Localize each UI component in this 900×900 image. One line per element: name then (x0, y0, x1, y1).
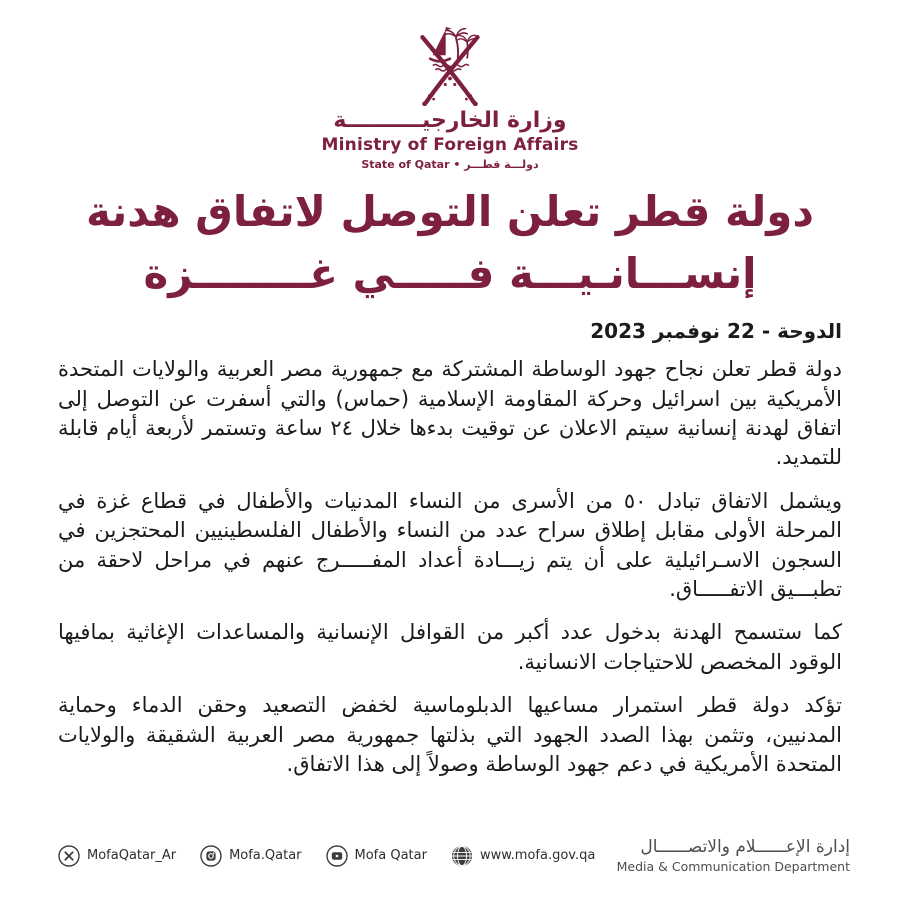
instagram-icon (200, 845, 222, 867)
social-x-label: MofaQatar_Ar (87, 848, 177, 863)
social-youtube-handle[interactable] (326, 845, 427, 867)
x-icon (58, 845, 80, 867)
qatar-mofa-emblem-icon (402, 20, 498, 106)
headline-line-2: إنســـانـيـــة فـــــي غــــــــزة (143, 249, 757, 299)
globe-icon (451, 845, 473, 867)
headline-line-1: دولة قطر تعلن التوصل لاتفاق هدنة (86, 187, 814, 236)
headline (60, 181, 840, 305)
social-instagram-label: Mofa.Qatar (229, 848, 302, 863)
website-label: www.mofa.gov.qa (479, 848, 596, 863)
website-link[interactable] (451, 845, 595, 867)
department-name-english: Media & Communication Department (616, 859, 850, 874)
paragraph-diplomatic-commitment: تؤكد دولة قطر استمرار مساعيها الدبلوماسية لخفض التصعيد وحقن الدماء وحماية المدنيين، وتثمن بهذا الصدد الجهود التي بذلتها جمهورية مصر العربية الشقيقة والولايات المتحدة الأمريكية في دعم جهود الوساطة وصولاً إلى هذا الاتفاق. (58, 693, 842, 776)
department-name-arabic: إدارة الإعــــــلام والاتصــــــال (640, 837, 850, 857)
footer (58, 829, 850, 874)
social-x-handle[interactable] (58, 845, 176, 867)
dateline: الدوحة - 22 نوفمبر 2023 (590, 319, 842, 344)
social-instagram-handle[interactable] (200, 845, 301, 867)
paragraph-prisoner-exchange: ويشمل الاتفاق تبادل ٥٠ من الأسرى من النساء المدنيات والأطفال في قطاع غزة في المرحلة الأولى مقابل إطلاق سراح عدد من النساء والأطفال الفلسطينيين المحتجزين في السجون الاسـرائيلية على أن يتم زيـــادة أعداد المفـــــرج عنهم في مراحل لاحقة من تطبـــيق الاتفـــــاق. (58, 488, 842, 602)
department-block (617, 837, 850, 874)
ministry-name-english: Ministry of Foreign Affairs (321, 135, 579, 155)
social-links (58, 845, 595, 867)
social-youtube-label: Mofa Qatar (354, 848, 427, 863)
mofa-logo-block (0, 0, 900, 171)
state-of-qatar-line: State of Qatar • دولـــة قطـــر (361, 158, 539, 171)
statement-body (58, 355, 842, 779)
ministry-name-arabic: وزارة الخارجيــــــــــة (333, 108, 567, 133)
paragraph-mediation-success: دولة قطر تعلن نجاح جهود الوساطة المشتركة مع جمهورية مصر العربية والولايات المتحدة الأمريكية بين اسرائيل وحركة المقاومة الإسلامية (حماس) والتي أسفرت عن التوصل إلى اتفاق لهدنة إنسانية سيتم الاعلان عن توقيت بدءها خلال ٢٤ ساعة وتستمر لأربعة أيام قابلة للتمديد. (58, 357, 842, 470)
paragraph-humanitarian-aid: كما ستسمح الهدنة بدخول عدد أكبر من القوافل الإنسانية والمساعدات الإغاثية بمافيها الوقود المخصص للاحتياجات الانسانية. (58, 620, 842, 674)
youtube-icon (326, 845, 348, 867)
